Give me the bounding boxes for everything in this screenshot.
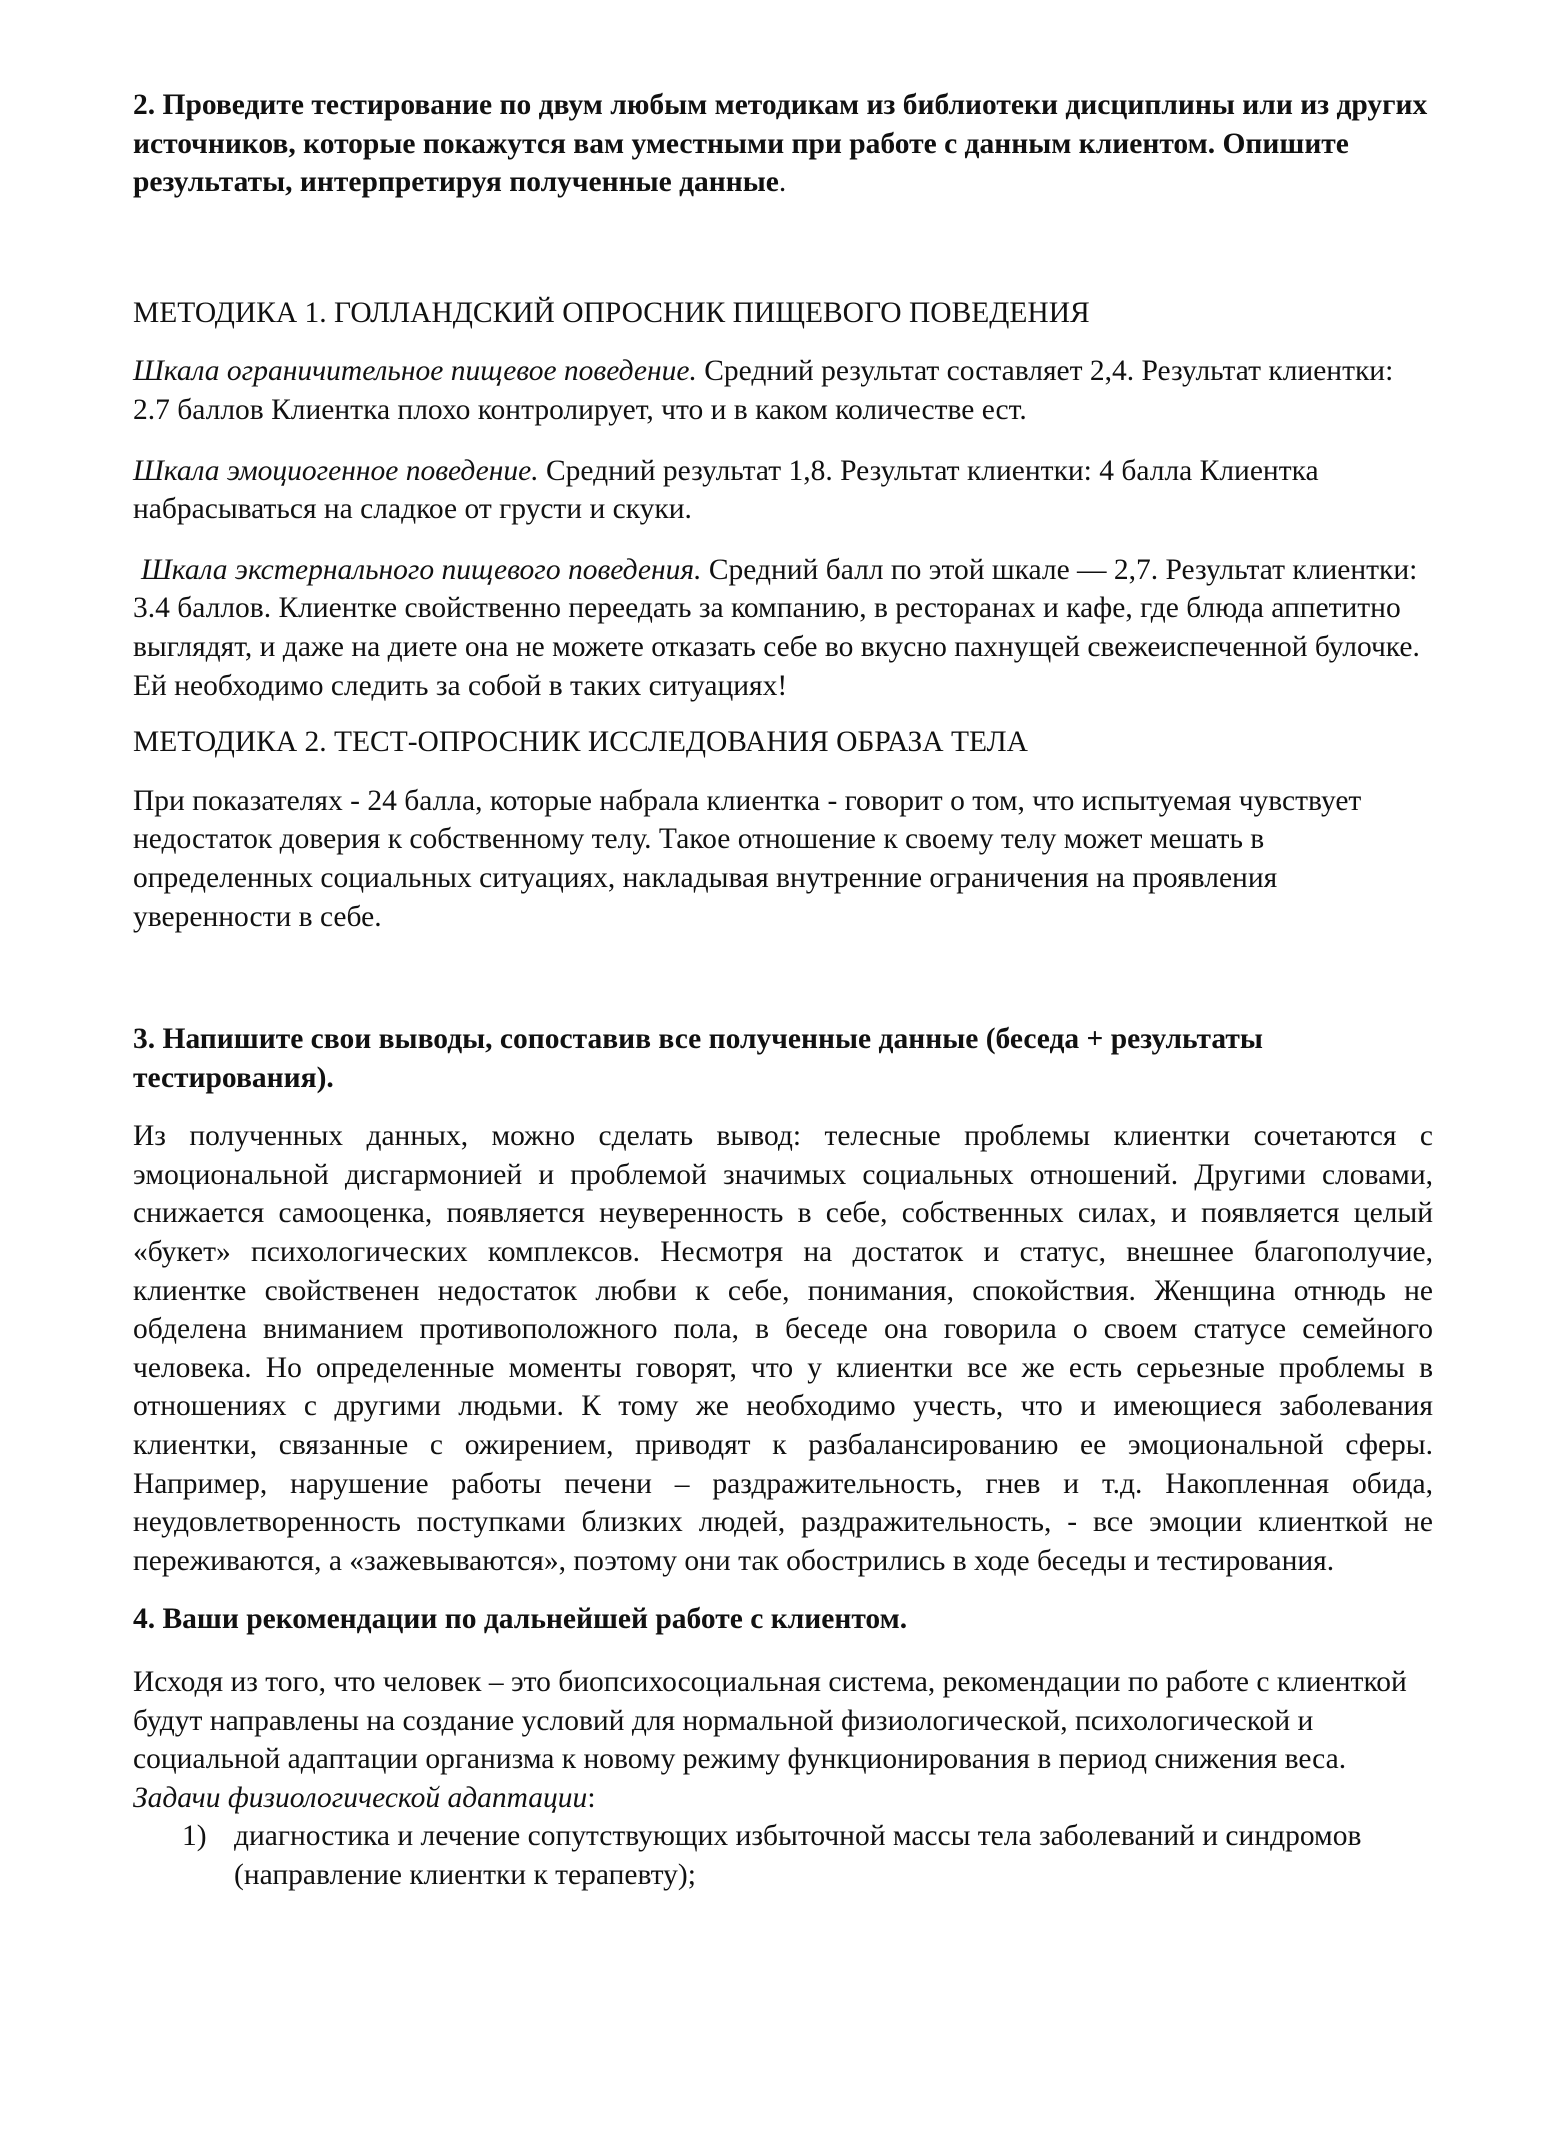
section-2-title [133,86,1433,202]
method-2-result-paragraph: При показателях - 24 балла, которые набрала клиентка - говорит о том, что испытуемая чувствует недостаток доверия к собственному телу. Такое отношение к своему телу может мешать в определенных социальных ситуациях, накладывая внутренние ограничения на проявления уверенности в себе. [133,784,1362,933]
restrained-scale-name: Шкала ограничительное пищевое поведение. [133,355,697,388]
restrained-scale-text: Средний результат составляет 2,4. Результат клиентки: 2.7 баллов Клиентка плохо контролирует, что и в каком количестве ест. [133,355,1394,426]
external-scale-name: Шкала экстернального пищевого поведения. [141,553,702,586]
section-3-title: 3. Напишите свои выводы, сопоставив все полученные данные (беседа + результаты тестирования). [133,1023,1263,1094]
physiological-tasks-label [133,1779,1433,1818]
section-2-title-period: . [778,166,787,199]
method-2-heading: МЕТОДИКА 2. ТЕСТ-ОПРОСНИК ИССЛЕДОВАНИЯ ОБРАЗА ТЕЛА [133,726,1028,759]
physiological-tasks-label-text: Задачи физиологической адаптации [133,1781,588,1814]
section-4-title: 4. Ваши рекомендации по дальнейшей работе с клиентом. [133,1603,908,1636]
external-scale-text: Средний балл по этой шкале — 2,7. Результат клиентки: 3.4 баллов. Клиентке свойственно переедать за компанию, в ресторанах и кафе, где блюда аппетитно выглядят, и даже на диете она не можете отказать себе во вкусно пахнущей свежеиспеченной булочке. Ей необходимо следить за собой в таких ситуациях! [133,553,1420,702]
physiological-tasks-list [133,1817,1433,1894]
physiological-tasks-label-colon: : [587,1781,596,1814]
document-page [133,86,1433,1895]
method-1-restrained-scale [133,352,1433,429]
emotional-scale-name: Шкала эмоциогенное поведение. [133,454,539,487]
list-item-text: диагностика и лечение сопутствующих избыточной массы тела заболеваний и синдромов (направление клиентки к терапевту); [234,1820,1362,1891]
list-item [133,1817,1433,1894]
section-2-title-bold: 2. Проведите тестирование по двум любым методикам из библиотеки дисциплины или из других источников, которые покажутся вам уместными при работе с данным клиентом. Опишите результаты, интерпретируя полученные данные [133,89,1428,199]
section-4-recommendation-paragraph: Исходя из того, что человек – это биопсихосоциальная система, рекомендации по работе с клиенткой будут направлены на создание условий для нормальной физиологической, психологической и социальной адаптации организма к новому режиму функционирования в период снижения веса. [133,1666,1407,1776]
section-3-conclusion-paragraph: Из полученных данных, можно сделать вывод: телесные проблемы клиентки сочетаются с эмоциональной дисгармонией и проблемой значимых социальных отношений. Другими словами, снижается самооценка, появляется неуверенность в себе, собственных силах, и появляется целый «букет» психологических комплексов. Несмотря на достаток и статус, внешнее благополучие, клиентке свойственен недостаток любви к себе, понимания, спокойствия. Женщина отнюдь не обделена вниманием противоположного пола, в беседе она говорила о своем статусе семейного человека. Но определенные моменты говорят, что у клиентки все же есть серьезные проблемы в отношениях с другими людьми. К тому же необходимо учесть, что и имеющиеся заболевания клиентки, связанные с ожирением, приводят к разбалансированию ее эмоциональной сферы. Например, нарушение работы печени – раздражительность, гнев и т.д. Накопленная обида, неудовлетворенность поступками близких людей, раздражительность, - все эмоции клиенткой не переживаются, а «зажевываются», поэтому они так обострились в ходе беседы и тестирования. [133,1120,1433,1577]
method-1-emotional-scale [133,452,1433,529]
emotional-scale-text: Средний результат 1,8. Результат клиентки: 4 балла Клиентка набрасываться на сладкое от грусти и скуки. [133,454,1319,526]
method-1-external-scale [133,551,1433,705]
method-1-heading: МЕТОДИКА 1. ГОЛЛАНДСКИЙ ОПРОСНИК ПИЩЕВОГО ПОВЕДЕНИЯ [133,296,1090,329]
list-item-number: 1) [182,1820,207,1853]
